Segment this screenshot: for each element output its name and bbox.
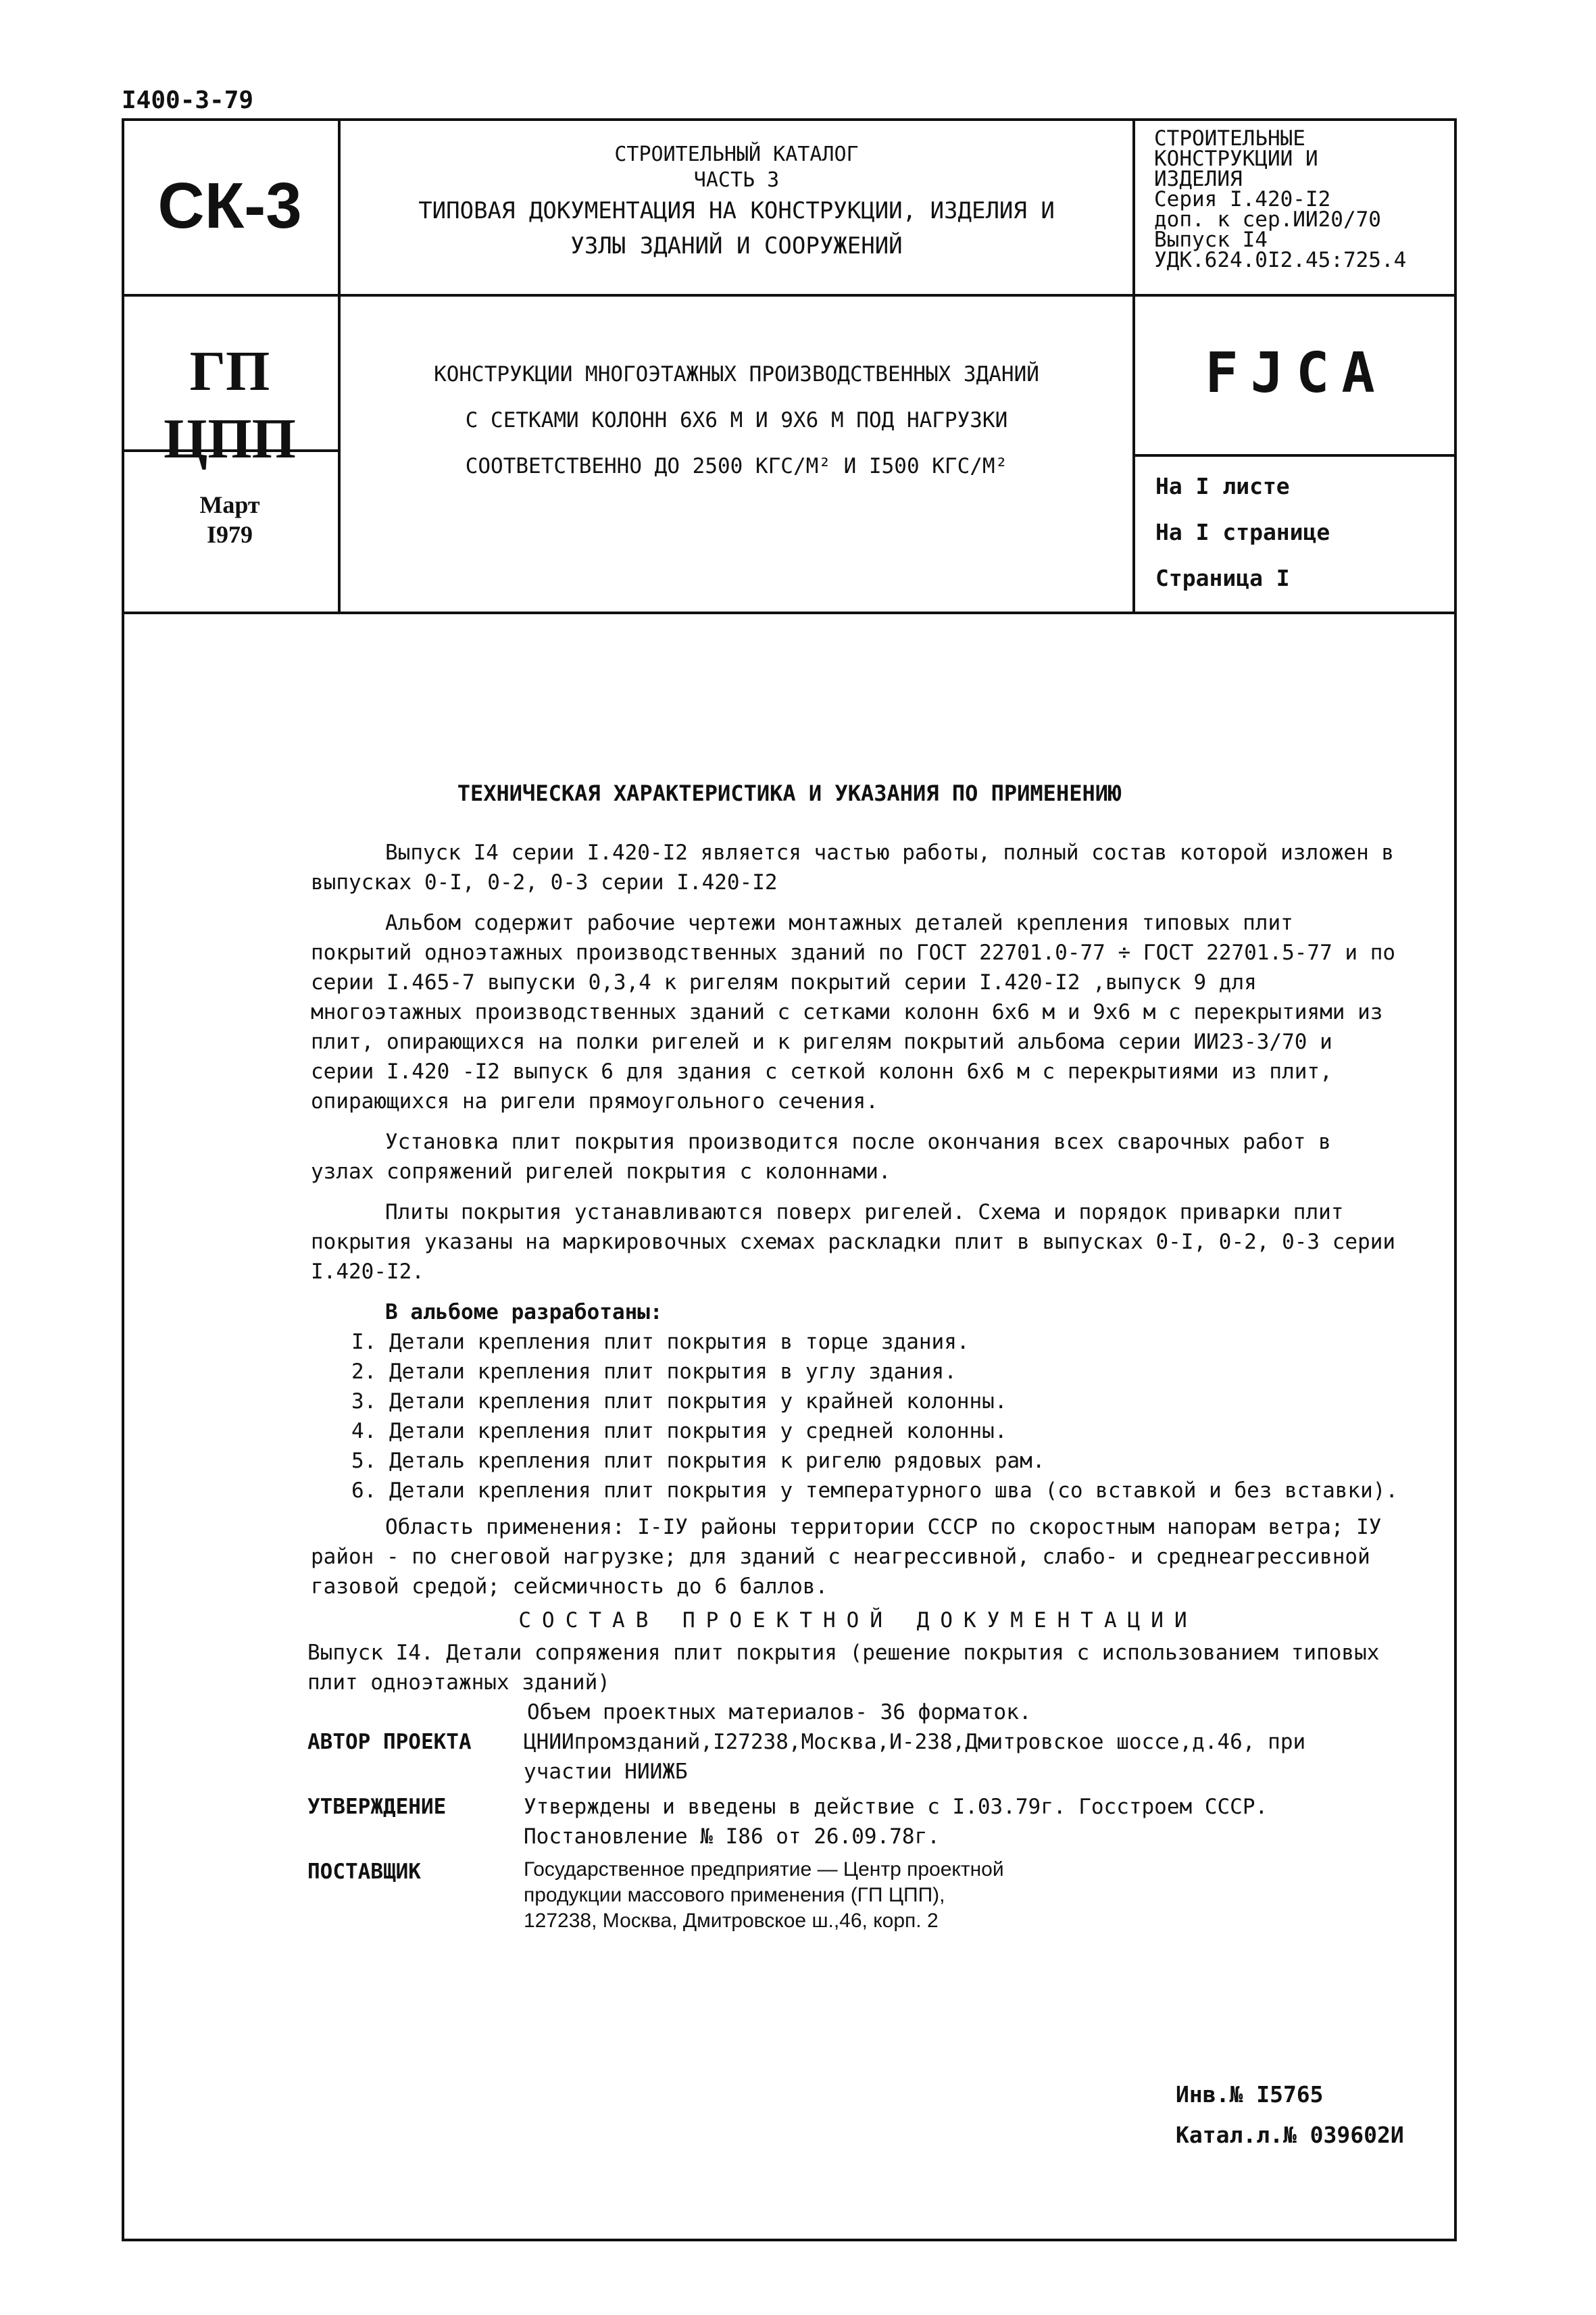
sheet-info [1155,464,1330,601]
sheet-line: На I листе [1155,473,1290,499]
grid-line [338,118,341,613]
fsca-code: FJCA [1205,341,1387,405]
grid-line [1135,454,1457,457]
grid-line [122,612,1457,614]
sheet-line: Страница I [1155,565,1290,591]
catalog-line: ТИПОВАЯ ДОКУМЕНТАЦИЯ НА КОНСТРУКЦИИ, ИЗДЕЛИЯ И [418,197,1055,224]
org-line: ГП [189,340,270,403]
catalog-sheet-number: Катал.л.№ 039602И [1176,2122,1404,2148]
classification-line: КОНСТРУКЦИИ И [1154,147,1318,171]
composition-issue: Выпуск I4. Детали сопряжения плит покрытия (решение покрытия с использованием типовых плит одноэтажных зданий) [307,1641,1380,1695]
list-item: 4. Детали крепления плит покрытия у средней колонны. [351,1419,1007,1443]
classification-line: Выпуск I4 [1154,228,1268,252]
org-line: ЦПП [163,407,296,470]
composition-volume: Объем проектных материалов- 36 форматок. [527,1700,1032,1724]
supplier-value [524,1857,1405,1934]
paragraph: Установка плит покрытия производится после окончания всех сварочных работ в узлах сопряжений ригелей покрытия с колоннами. [311,1130,1331,1184]
classification-line: доп. к сер.ИИ20/70 [1154,207,1381,232]
supplier-line: 127238, Москва, Дмитровское ш.,46, корп. 2 [524,1910,939,1932]
grid-line [122,294,1457,297]
list-item: 6. Детали крепления плит покрытия у температурного шва (со вставкой и без вставки). [351,1478,1399,1503]
classification-line: УДК.624.0I2.45:725.4 [1154,248,1407,272]
paragraph: Выпуск I4 серии I.420-I2 является частью работы, полный состав которой изложен в выпусках 0-I, 0-2, 0-3 серии I.420-I2 [311,841,1395,895]
supplier-label: ПОСТАВЩИК [307,1860,421,1884]
list-item: 2. Детали крепления плит покрытия в углу здания. [351,1360,957,1384]
supplier-row [307,1857,1405,1934]
date-year: I979 [206,521,253,548]
scope-paragraph: Область применения: I-IУ районы территории СССР по скоростным напорам ветра; IУ район - по снеговой нагрузке; для зданий с неагрессивной, слабо- и среднеагрессивной газовой средой; сейсмичность до 6 баллов. [311,1515,1382,1599]
organization-stamp [122,338,338,473]
composition-title: СОСТАВ ПРОЕКТНОЙ ДОКУМЕНТАЦИИ [518,1608,1198,1633]
supplier-line: Государственное предприятие — Центр проектной [524,1858,1004,1881]
date-month: Март [199,491,260,518]
title-line: КОНСТРУКЦИИ МНОГОЭТАЖНЫХ ПРОИЗВОДСТВЕННЫХ ЗДАНИЙ [434,362,1039,387]
classification-line: ИЗДЕЛИЯ [1154,167,1243,191]
paragraph: Альбом содержит рабочие чертежи монтажных деталей крепления типовых плит покрытий одноэтажных производственных зданий по ГОСТ 22701.0-77 ÷ ГОСТ 22701.5-77 и по серии I.465-7 выпуски 0,3,4 к ригелям покрытий серии I.420-I2 ,выпуск 9 для многоэтажных производственных зданий с сетками колонн 6х6 м и 9х6 м с перекрытиями из плит, опирающихся на полки ригелей и к ригелям покрытий альбома серии ИИ23-3/70 и серии I.420 -I2 выпуск 6 для здания с сеткой колонн 6х6 м с перекрытиями из плит, опирающихся на ригели прямоугольного сечения. [311,911,1396,1114]
title-line: С СЕТКАМИ КОЛОНН 6Х6 М И 9Х6 М ПОД НАГРУЗКИ [465,408,1008,432]
author-row [307,1727,1405,1787]
paragraph: Плиты покрытия устанавливаются поверх ригелей. Схема и порядок приварки плит покрытия указаны на маркировочных схемах раскладки плит в выпусках 0-I, 0-2, 0-3 серии I.420-I2. [311,1200,1396,1284]
catalog-line: СТРОИТЕЛЬНЫЙ КАТАЛОГ [614,143,859,166]
list-item: 3. Детали крепления плит покрытия у крайней колонны. [351,1389,1007,1414]
approval-row [307,1792,1405,1851]
author-value: ЦНИИпромзданий,I27238,Москва,И-238,Дмитровское шоссе,д.46, при участии НИИЖБ [524,1730,1306,1784]
inventory-block [1176,2074,1404,2156]
classification-line: Серия I.420-I2 [1154,187,1331,211]
section-heading: ТЕХНИЧЕСКАЯ ХАРАКТЕРИСТИКА И УКАЗАНИЯ ПО ПРИМЕНЕНИЮ [457,780,1122,806]
classification-block [1154,128,1451,270]
document-title [345,351,1128,489]
approval-value: Утверждены и введены в действие с I.03.79г. Госстроем СССР. Постановление № I86 от 26.09.78г. [524,1795,1268,1849]
sheet-line: На I странице [1155,519,1330,545]
sk-stamp: СК-3 [157,170,302,242]
list-item: I. Детали крепления плит покрытия в торце здания. [351,1330,970,1354]
catalog-header [345,142,1128,264]
title-line: СООТВЕТСТВЕННО ДО 2500 КГС/М² И I500 КГС/М² [465,454,1008,478]
body-text [307,838,1405,1934]
paragraph: В альбоме разработаны: [385,1300,663,1324]
supplier-line: продукции массового применения (ГП ЦПП), [524,1884,945,1906]
author-label: АВТОР ПРОЕКТА [307,1730,472,1754]
list-item: 5. Деталь крепления плит покрытия к ригелю рядовых рам. [351,1449,1045,1473]
inventory-number: Инв.№ I5765 [1176,2081,1324,2108]
developed-list [311,1327,1405,1505]
catalog-line: УЗЛЫ ЗДАНИЙ И СООРУЖЕНИЙ [570,232,903,259]
approval-label: УТВЕРЖДЕНИЕ [307,1795,447,1819]
catalog-line: ЧАСТЬ 3 [693,168,780,192]
classification-line: СТРОИТЕЛЬНЫЕ [1154,126,1305,151]
issue-date [122,490,338,549]
document-code: I400-3-79 [122,86,254,114]
